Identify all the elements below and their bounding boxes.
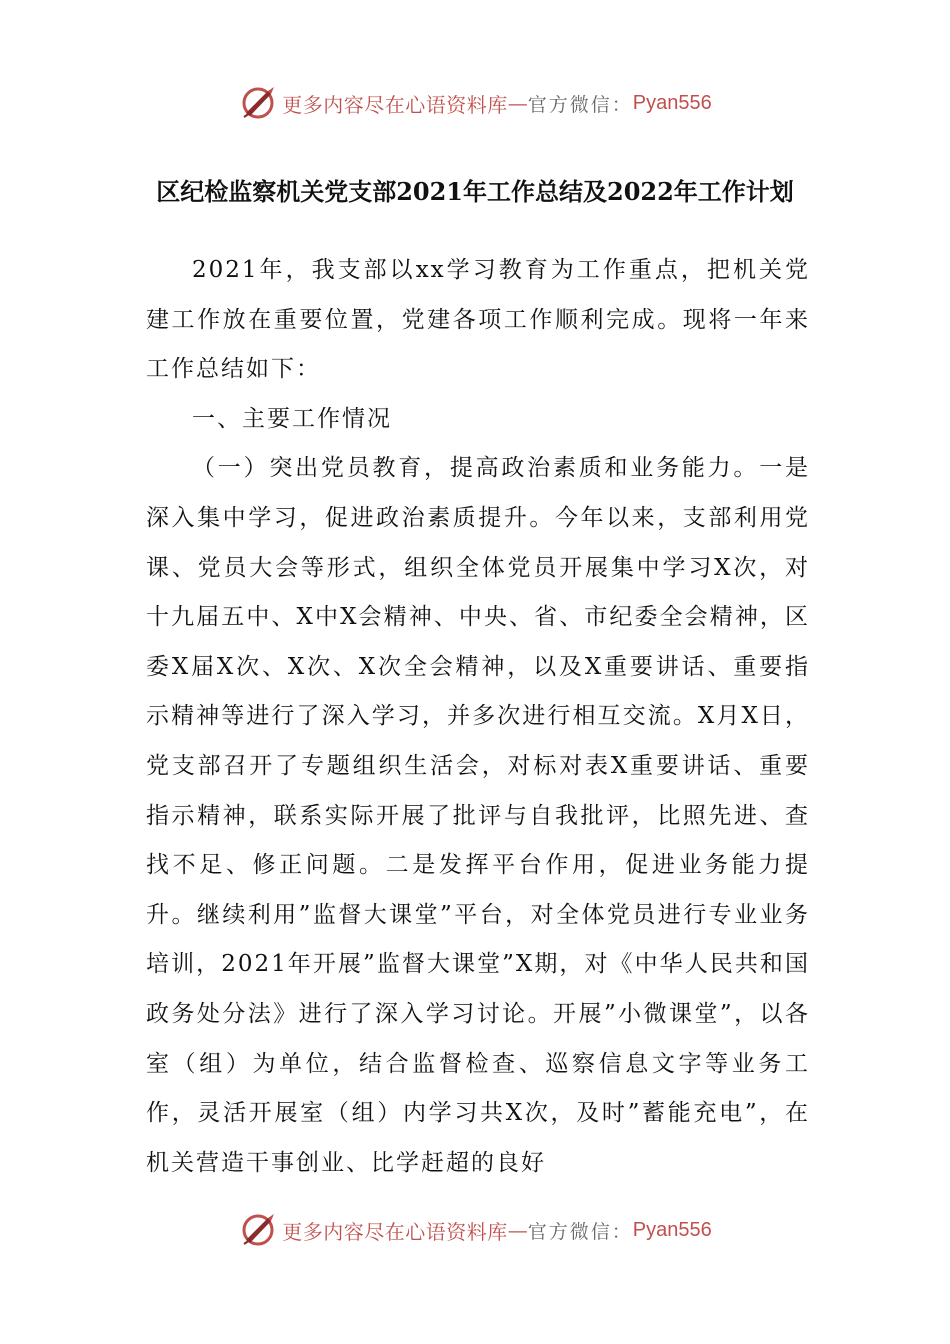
- document-body: [146, 246, 810, 1188]
- banner-dash: —: [507, 91, 528, 115]
- header-watermark-banner: [0, 80, 950, 126]
- quill-logo-icon: [238, 83, 278, 123]
- section-heading: 一、主要工作情况: [192, 405, 392, 432]
- banner-text: 更多内容尽在心语资料库: [282, 1219, 508, 1244]
- footer-watermark-banner: [0, 1207, 950, 1253]
- banner-wechat-id: Pyan556: [632, 1218, 712, 1241]
- banner-wechat-id: Pyan556: [632, 91, 712, 114]
- banner-text: 更多内容尽在心语资料库: [282, 92, 508, 117]
- body-paragraph: （一）突出党员教育，提高政治素质和业务能力。一是深入集中学习，促进政治素质提升。今年以来，支部利用党课、党员大会等形式，组织全体党员开展集中学习X次，对十九届五中、X中X会精神、中央、省、市纪委全会精神，区委X届X次、X次、X次全会精神，以及X重要讲话、重要指示精神等进行了深入学习，并多次进行相互交流。X月X日，党支部召开了专题组织生活会，对标对表X重要讲话、重要指示精神，联系实际开展了批评与自我批评，比照先进、查找不足、修正问题。二是发挥平台作用，促进业务能力提升。继续利用”监督大课堂”平台，对全体党员进行专业业务培训，2021年开展”监督大课堂”X期，对《中华人民共和国政务处分法》进行了深入学习讨论。开展”小微课堂”，以各室（组）为单位，结合监督检查、巡察信息文字等业务工作，灵活开展室（组）内学习共X次，及时”蓄能充电”，在机关营造干事创业、比学赶超的良好: [146, 455, 810, 1176]
- banner-inner: [238, 1210, 711, 1250]
- banner-wechat-label: 官方微信：: [527, 1220, 633, 1243]
- banner-wechat-label: 官方微信：: [527, 93, 633, 116]
- document-title: 区纪检监察机关党支部2021年工作总结及2022年工作计划: [156, 177, 794, 206]
- quill-logo-icon: [238, 1210, 278, 1250]
- intro-paragraph: 2021年，我支部以xx学习教育为工作重点，把机关党建工作放在重要位置，党建各项工作顺利完成。现将一年来工作总结如下：: [146, 257, 810, 383]
- banner-inner: [238, 83, 711, 123]
- banner-dash: —: [507, 1218, 528, 1242]
